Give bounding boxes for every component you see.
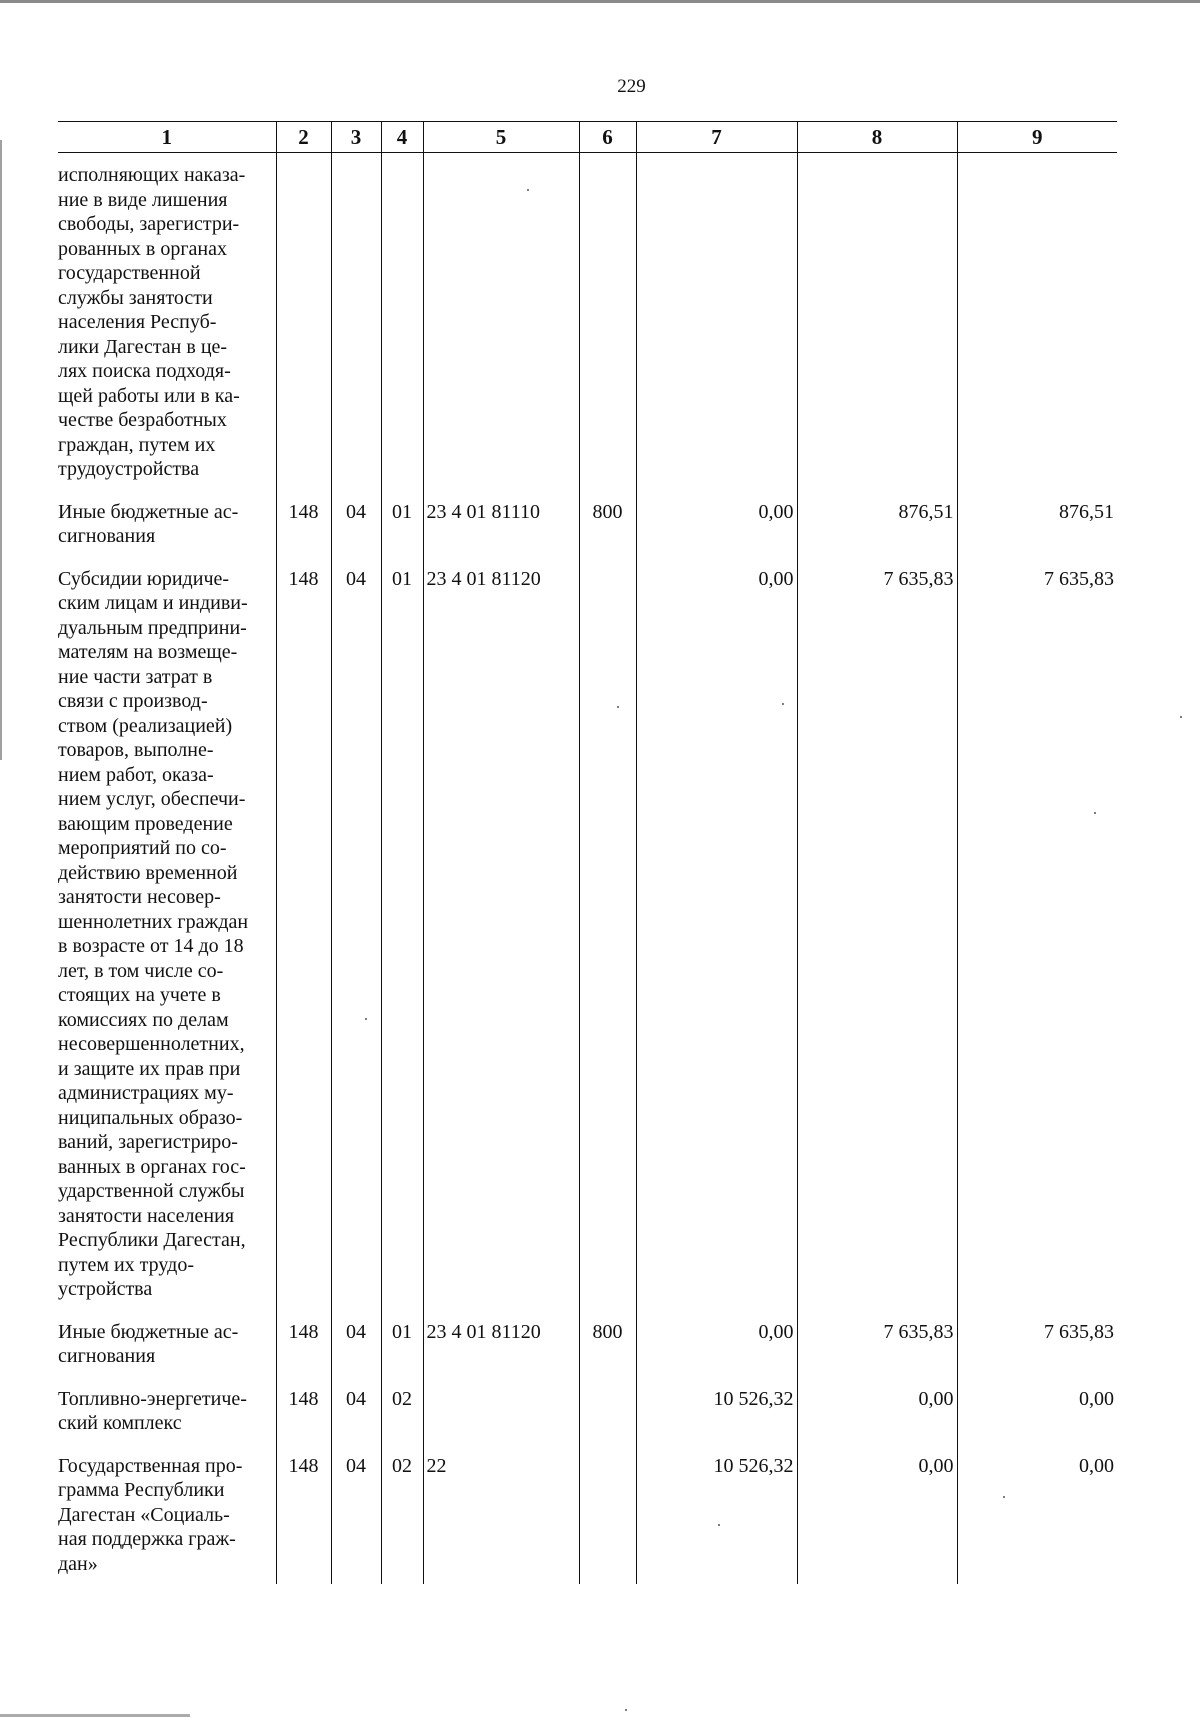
pr-cell bbox=[381, 153, 423, 500]
pr-cell: 02 bbox=[381, 1387, 423, 1454]
amount-col8-cell: 7 635,83 bbox=[797, 567, 957, 1320]
amount-col9-cell: 7 635,83 bbox=[957, 567, 1117, 1320]
rz-cell bbox=[331, 153, 381, 500]
scan-speck bbox=[718, 1524, 720, 1526]
rz-cell: 04 bbox=[331, 567, 381, 1320]
amount-col8-cell: 0,00 bbox=[797, 1454, 957, 1585]
amount-col7-cell: 0,00 bbox=[636, 567, 797, 1320]
column-header: 3 bbox=[331, 122, 381, 153]
ved-cell: 148 bbox=[276, 567, 331, 1320]
vr-cell bbox=[579, 567, 636, 1320]
amount-col9-cell: 0,00 bbox=[957, 1454, 1117, 1585]
table-row bbox=[58, 567, 1117, 1320]
scan-edge-top bbox=[0, 0, 1200, 3]
column-header: 5 bbox=[423, 122, 579, 153]
row-name-text: Топливно-энергетиче- ский комплекс bbox=[58, 1387, 247, 1434]
ved-cell: 148 bbox=[276, 500, 331, 567]
page-number: 229 bbox=[617, 76, 646, 97]
rz-cell: 04 bbox=[331, 1387, 381, 1454]
amount-col9-cell: 7 635,83 bbox=[957, 1320, 1117, 1387]
amount-col7-cell: 10 526,32 bbox=[636, 1387, 797, 1454]
scan-speck bbox=[782, 703, 784, 705]
amount-col7-cell: 10 526,32 bbox=[636, 1454, 797, 1585]
scan-speck bbox=[1180, 716, 1182, 718]
row-name-text: исполняющих наказа- ние в виде лишения свободы, зарегистри- рованных в органах государственной службы занятости населения Респуб- лики Дагестан в це- лях поиска подходя- щей работы или в ка- честве безработных граждан, путем их трудоустройства bbox=[58, 164, 246, 480]
amount-col9-cell: 876,51 bbox=[957, 500, 1117, 567]
pr-cell: 01 bbox=[381, 567, 423, 1320]
amount-col7-cell bbox=[636, 153, 797, 500]
row-name-cell bbox=[58, 567, 276, 1320]
column-header: 7 bbox=[636, 122, 797, 153]
scan-speck bbox=[625, 1709, 627, 1711]
amount-col8-cell bbox=[797, 153, 957, 500]
row-name-cell bbox=[58, 1387, 276, 1454]
ved-cell: 148 bbox=[276, 1454, 331, 1585]
column-header: 1 bbox=[58, 122, 276, 153]
rz-cell: 04 bbox=[331, 1454, 381, 1585]
amount-col8-cell: 876,51 bbox=[797, 500, 957, 567]
column-header: 2 bbox=[276, 122, 331, 153]
amount-col7-cell: 0,00 bbox=[636, 500, 797, 567]
row-name-cell bbox=[58, 1320, 276, 1387]
scan-speck bbox=[365, 1018, 367, 1020]
row-name-text: Субсидии юридиче- ским лицам и индиви- дуальным предприни- мателям на возмеще- ние части затрат в связи с производ- ством (реализацией) товаров, выполне- нием работ, оказа- нием услуг, обеспечи- вающим проведение мероприятий по со- действию временной занятости несовер- шеннолетних граждан в возрасте от 14 до 18 лет, в том числе со- стоящих на учете в комиссиях по делам несовершеннолетних, и защите их прав при администрациях му- ниципальных образо- ваний, зарегистриро- ванных в органах гос- ударственной службы занятости населения Республики Дагестан, путем их трудо- устройства bbox=[58, 567, 249, 1300]
pr-cell: 01 bbox=[381, 1320, 423, 1387]
row-name-cell bbox=[58, 500, 276, 567]
table-row bbox=[58, 1320, 1117, 1387]
budget-table bbox=[58, 121, 1117, 1584]
column-header: 8 bbox=[797, 122, 957, 153]
ved-cell bbox=[276, 153, 331, 500]
vr-cell: 800 bbox=[579, 500, 636, 567]
amount-col9-cell bbox=[957, 153, 1117, 500]
scan-speck bbox=[1094, 812, 1096, 814]
scan-edge-bottom bbox=[0, 1714, 190, 1717]
vr-cell: 800 bbox=[579, 1320, 636, 1387]
vr-cell bbox=[579, 1387, 636, 1454]
scan-speck bbox=[617, 706, 619, 708]
scan-edge-left bbox=[0, 140, 2, 760]
vr-cell bbox=[579, 1454, 636, 1585]
amount-col7-cell: 0,00 bbox=[636, 1320, 797, 1387]
column-header: 9 bbox=[957, 122, 1117, 153]
csr-cell bbox=[423, 153, 579, 500]
csr-cell: 23 4 01 81120 bbox=[423, 1320, 579, 1387]
pr-cell: 01 bbox=[381, 500, 423, 567]
table-row bbox=[58, 500, 1117, 567]
row-name-text: Иные бюджетные ас- сигнования bbox=[58, 1320, 239, 1367]
csr-cell: 23 4 01 81110 bbox=[423, 500, 579, 567]
rz-cell: 04 bbox=[331, 1320, 381, 1387]
scan-speck bbox=[527, 189, 529, 191]
csr-cell bbox=[423, 1387, 579, 1454]
row-name-text: Иные бюджетные ас- сигнования bbox=[58, 500, 239, 547]
csr-cell: 23 4 01 81120 bbox=[423, 567, 579, 1320]
rz-cell: 04 bbox=[331, 500, 381, 567]
row-name-cell bbox=[58, 1454, 276, 1585]
ved-cell: 148 bbox=[276, 1320, 331, 1387]
table-header-row bbox=[58, 122, 1117, 153]
amount-col8-cell: 0,00 bbox=[797, 1387, 957, 1454]
amount-col8-cell: 7 635,83 bbox=[797, 1320, 957, 1387]
amount-col9-cell: 0,00 bbox=[957, 1387, 1117, 1454]
table-row bbox=[58, 153, 1117, 500]
column-header: 6 bbox=[579, 122, 636, 153]
row-name-text: Государственная про- грамма Республики Дагестан «Социаль- ная поддержка граж- дан» bbox=[58, 1454, 243, 1575]
ved-cell: 148 bbox=[276, 1387, 331, 1454]
row-name-cell bbox=[58, 153, 276, 500]
table-row bbox=[58, 1454, 1117, 1585]
csr-cell: 22 bbox=[423, 1454, 579, 1585]
pr-cell: 02 bbox=[381, 1454, 423, 1585]
vr-cell bbox=[579, 153, 636, 500]
column-header: 4 bbox=[381, 122, 423, 153]
table-row bbox=[58, 1387, 1117, 1454]
scan-speck bbox=[1003, 1496, 1005, 1498]
